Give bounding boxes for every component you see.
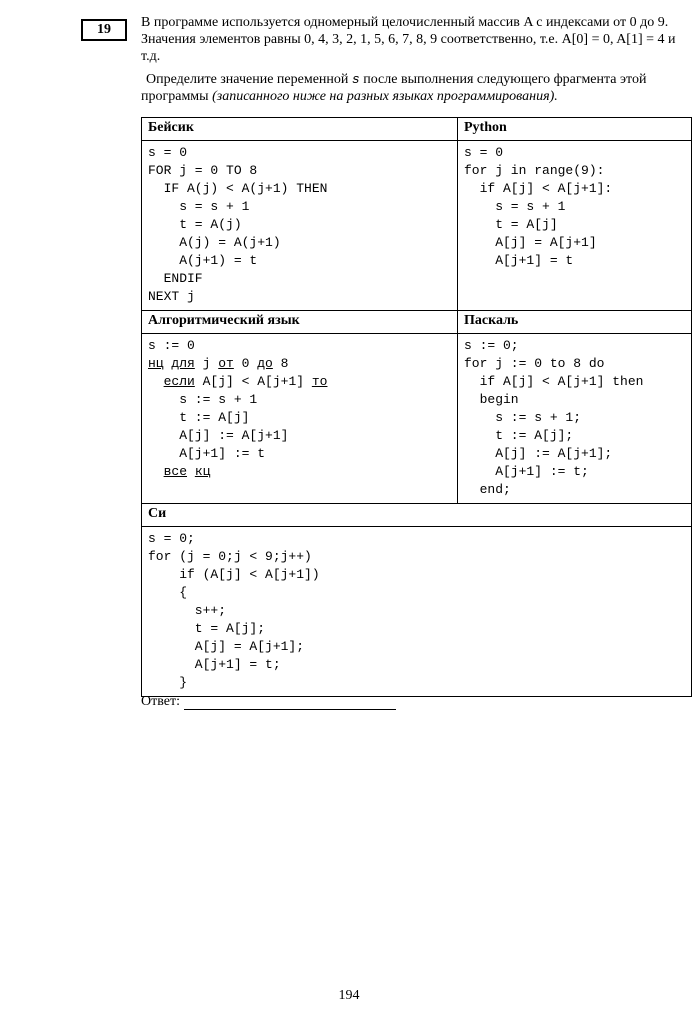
page-number: 194 — [338, 988, 360, 1003]
c-header: Си — [142, 504, 692, 527]
python-code-line: for j in range(9): — [464, 163, 605, 178]
algo-body-2: A[j] := A[j+1] — [148, 428, 289, 443]
answer-line — [141, 694, 396, 710]
pascal-code-line: begin — [464, 392, 519, 407]
python-code-line: t = A[j] — [464, 217, 558, 232]
basic-code-line: FOR j = 0 TO 8 — [148, 163, 258, 178]
pascal-code-line: if A[j] < A[j+1] then — [464, 374, 644, 389]
c-code — [148, 530, 685, 692]
c-code-line: A[j] = A[j+1]; — [148, 639, 305, 654]
task-array-description: В программе используется одномерный целочисленный массив A с индексами от 0 до 9. Значения элементов равны 0, 4, 3, 2, 1, 5, 6, 7, 8, 9 соответственно, т.е. A[0] = 0, A[1] = 4 и т.д. — [141, 15, 676, 64]
basic-code-line: IF A(j) < A(j+1) THEN — [148, 181, 328, 196]
python-code-line: s = s + 1 — [464, 199, 566, 214]
algo-kw-esli: если — [163, 374, 195, 389]
task-question — [141, 71, 697, 105]
python-code-line: A[j] = A[j+1] — [464, 235, 597, 250]
python-code-line: A[j+1] = t — [464, 253, 574, 268]
basic-header: Бейсик — [142, 118, 458, 141]
c-code-line: t = A[j]; — [148, 621, 266, 636]
basic-code-line: NEXT j — [148, 289, 195, 304]
c-code-line: if (A[j] < A[j+1]) — [148, 567, 320, 582]
task-statement — [141, 14, 697, 105]
algo-kw-do: до — [257, 356, 273, 371]
python-code-line: if A[j] < A[j+1]: — [464, 181, 613, 196]
algo-body-3: A[j+1] := t — [148, 446, 266, 461]
c-code-line: s++; — [148, 603, 227, 618]
algo-line-1 — [148, 355, 451, 373]
pascal-code-line: for j := 0 to 8 do — [464, 356, 605, 371]
c-code-line: { — [148, 585, 188, 600]
algo-code-cell — [142, 334, 458, 504]
basic-code-line: s = s + 1 — [148, 199, 250, 214]
pascal-code-line: end; — [464, 482, 511, 497]
pascal-code-line: s := 0; — [464, 338, 519, 353]
task-question-text-2: после выполнения следующего фрагмента этой программы — [141, 72, 647, 104]
task-question-note: (записанного ниже на разных языках программирования). — [212, 89, 558, 104]
basic-code-cell — [142, 141, 458, 311]
python-code-cell — [458, 141, 692, 311]
algo-kw-ot: от — [218, 356, 234, 371]
c-code-line: s = 0; — [148, 531, 195, 546]
c-code-line: for (j = 0;j < 9;j++) — [148, 549, 312, 564]
algo-condition: A[j] < A[j+1] — [194, 374, 312, 389]
algo-body-0: s := s + 1 — [148, 392, 258, 407]
algo-kw-to: то — [311, 374, 328, 389]
pascal-code-line: s := s + 1; — [464, 410, 582, 425]
basic-code-line: s = 0 — [148, 145, 188, 160]
code-listings-table — [141, 117, 692, 697]
pascal-code — [464, 337, 685, 499]
basic-code — [148, 144, 451, 306]
python-code-line: s = 0 — [464, 145, 504, 160]
basic-code-line: t = A(j) — [148, 217, 242, 232]
pascal-header: Паскаль — [458, 311, 692, 334]
algo-body-1: t := A[j] — [148, 410, 250, 425]
basic-code-line: ENDIF — [148, 271, 203, 286]
c-code-line: } — [148, 675, 188, 690]
algo-line-end — [148, 463, 451, 481]
c-code-line: A[j+1] = t; — [148, 657, 281, 672]
c-code-cell — [142, 527, 692, 697]
task-variable-s: s — [351, 72, 360, 87]
answer-label: Ответ: — [141, 694, 180, 709]
answer-blank[interactable] — [184, 695, 396, 710]
algo-line-0: s := 0 — [148, 338, 195, 353]
pascal-code-line: A[j+1] := t; — [464, 464, 589, 479]
question-number-box: 19 — [81, 19, 127, 41]
algo-kw-vse: все — [163, 464, 188, 479]
pascal-code-line: A[j] := A[j+1]; — [464, 446, 613, 461]
task-question-text-1: Определите значение переменной — [146, 72, 352, 87]
algo-kw-kc: кц — [194, 464, 211, 479]
algo-line-2 — [148, 373, 451, 391]
algo-kw-dlya: для — [171, 356, 195, 371]
algo-loop-end: 8 — [272, 356, 289, 371]
basic-code-line: A(j+1) = t — [148, 253, 258, 268]
algo-kw-nc: нц — [148, 356, 164, 371]
pascal-code-cell — [458, 334, 692, 504]
basic-code-line: A(j) = A(j+1) — [148, 235, 281, 250]
algo-header: Алгоритмический язык — [142, 311, 458, 334]
python-header: Python — [458, 118, 692, 141]
pascal-code-line: t := A[j]; — [464, 428, 574, 443]
algo-loop-var: j — [194, 356, 219, 371]
algo-code — [148, 337, 451, 481]
python-code — [464, 144, 685, 270]
algo-loop-start: 0 — [233, 356, 258, 371]
